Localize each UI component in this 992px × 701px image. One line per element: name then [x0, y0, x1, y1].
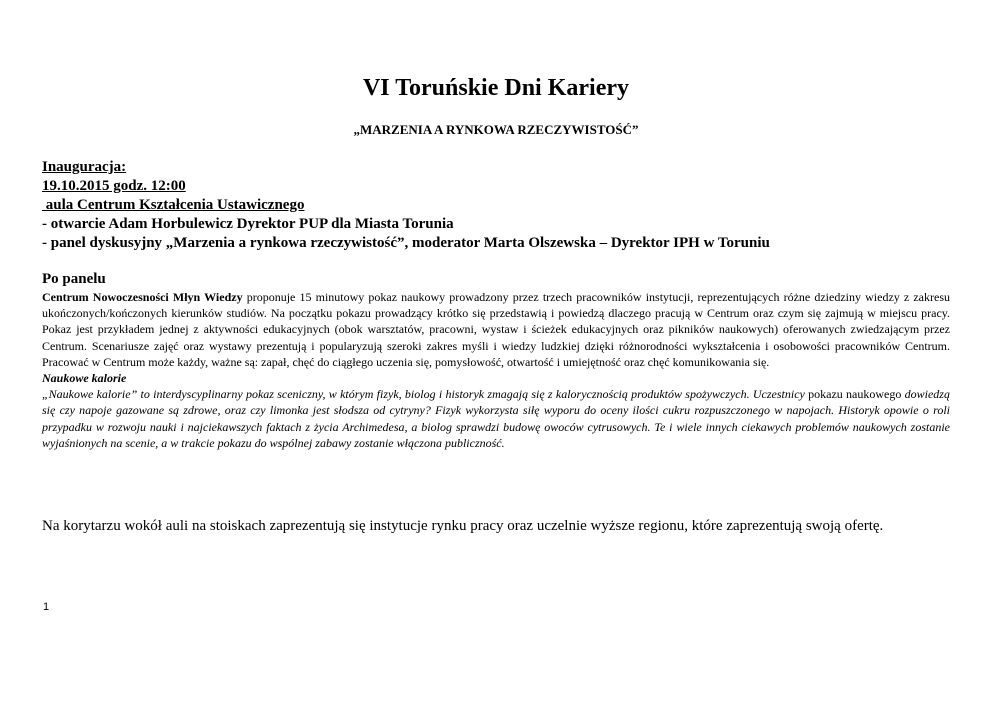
page-number: 1	[43, 601, 50, 613]
document-subtitle: „MARZENIA A RYNKOWA RZECZYWISTOŚĆ”	[353, 122, 639, 137]
show-description	[42, 386, 950, 451]
inauguration-date: 19.10.2015 godz. 12:00	[42, 178, 186, 194]
organization-name: Centrum Nowoczesności Młyn Wiedzy	[42, 290, 243, 304]
inauguration-item-opening: - otwarcie Adam Horbulewicz Dyrektor PUP dla Miasta Torunia	[42, 216, 454, 232]
inauguration-section	[42, 158, 952, 253]
after-panel-paragraph	[42, 289, 950, 370]
inauguration-heading: Inauguracja:	[42, 159, 127, 175]
show-description-part-1: „Naukowe kalorie” to interdyscyplinarny pokaz sceniczny, w którym fizyk, biolog i historyk zmagają się z kalorycznością produktów spożywczych. Uczestnicy	[42, 387, 805, 402]
show-description-part-3: dowiedzą się czy napoje gazowane są zdrowe, oraz czy limonka jest słodsza od cytryny? Fizyk wykorzysta siłę wyporu do oceny ilości cukru rozpuszczonego w napojach. Historyk opowie o roli przypadku w rozwoju nauki i najciekawszych faktach z życia Archimedesa, a biolog sprawdzi budowę owoców cytrusowych. Te i wiele innych ciekawych problemów naukowych zostanie wyjaśnionych na scenie, a w trakcie pokazu do wspólnej zabawy zostanie włączona publiczność.	[42, 387, 950, 450]
show-title-text: Naukowe kalorie	[42, 371, 127, 386]
organization-description: proponuje 15 minutowy pokaz naukowy prowadzony przez trzech pracowników instytucji, reprezentujących różne dziedziny wiedzy z zakresu ukończonych/kończonych kierunków studiów. Na początku pokazu prowadzący krótko się przedstawią i powiedzą dlaczego pracują w Centrum oraz czym się zajmują w miejscu pracy. Pokaz jest przykładem jednej z aktywności edukacyjnych (obok warsztatów, pracowni, wystaw i ścieżek edukacyjnych oraz pikników naukowych) oferowanych zwiedzającym przez Centrum. Scenariusze zajęć oraz wystawy prezentują i popularyzują szeroki zakres myśli i wiedzy ludzkiej dzięki różnorodności wykształcenia i osobowości pracowników Centrum. Pracować w Centrum może każdy, ważne są: zapał, chęć do ciągłego uczenia się, pomysłowość, otwartość i umiejętność oraz chęć komunikowania się.	[42, 290, 950, 369]
after-panel-section	[42, 289, 950, 451]
inauguration-item-panel: - panel dyskusyjny „Marzenia a rynkowa rzeczywistość”, moderator Marta Olszewska – Dyrektor IPH w Toruniu	[42, 235, 770, 251]
after-panel-heading: Po panelu	[42, 271, 106, 287]
closing-paragraph: Na korytarzu wokół auli na stoiskach zaprezentują się instytucje rynku pracy oraz uczelnie wyższe regionu, które zaprezentują swoją ofertę.	[42, 518, 884, 534]
show-description-part-2: pokazu naukowego	[804, 387, 905, 402]
inauguration-venue: aula Centrum Kształcenia Ustawicznego	[42, 197, 305, 213]
document-title: VI Toruńskie Dni Kariery	[362, 75, 630, 101]
show-title	[42, 370, 950, 386]
